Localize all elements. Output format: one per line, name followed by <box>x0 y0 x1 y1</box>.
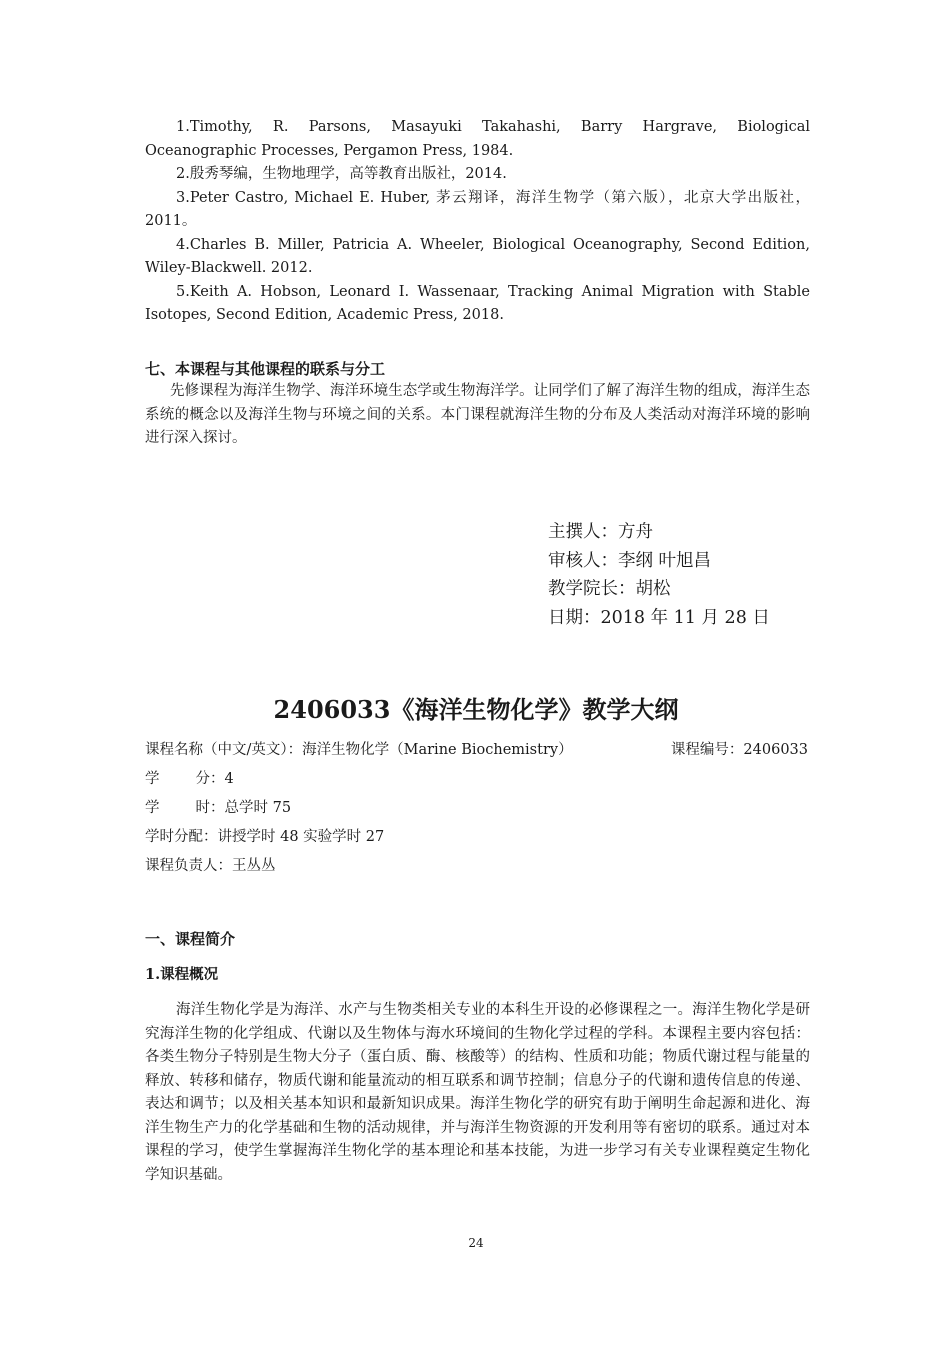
reviewer-line: 审核人：李纲 叶旭昌 <box>548 550 712 571</box>
date-line: 日期：2018 年 11 月 28 日 <box>548 607 770 628</box>
hours-row <box>145 798 291 818</box>
hours-value: 时：总学时 75 <box>195 800 292 816</box>
course-code: 课程编号：2406033 <box>670 742 808 758</box>
section-7-body: 先修课程为海洋生物学、海洋环境生态学或生物海洋学。让同学们了解了海洋生物的组成，海洋生态系统的概念以及海洋生物与环境之间的关系。本门课程就海洋生物的分布及人类活动对海洋环境的影响进行深入探讨。 <box>145 383 810 446</box>
page-number: 24 <box>468 1236 484 1250</box>
reference-item: 1.Timothy, R. Parsons, Masayuki Takahashi, Barry Hargrave, Biological Oceanographic Processes, Pergamon Press, 1984. <box>145 119 810 159</box>
signature-block <box>548 518 770 632</box>
section-7-heading: 七、本课程与其他课程的联系与分工 <box>145 360 386 378</box>
course-name: 课程名称（中文/英文）：海洋生物化学（Marine Biochemistry） <box>145 742 573 758</box>
section-1-1-heading: 1.课程概况 <box>145 966 219 983</box>
section-1 <box>145 928 810 950</box>
reference-item: 5.Keith A. Hobson, Leonard I. Wassenaar, Tracking Animal Migration with Stable Isotopes, Second Edition, Academic Press, 2018. <box>145 283 810 323</box>
reference-item: 3.Peter Castro, Michael E. Huber, 茅云翔译，海洋生物学（第六版），北京大学出版社，2011。 <box>145 189 810 229</box>
hours-split: 学时分配：讲授学时 48 实验学时 27 <box>145 829 385 845</box>
syllabus-title: 2406033《海洋生物化学》教学大纲 <box>273 695 679 724</box>
instructor: 课程负责人：王丛丛 <box>145 858 276 874</box>
section-1-1-body-wrap <box>145 999 810 1187</box>
section-1-1 <box>145 964 810 986</box>
reference-list <box>145 116 810 328</box>
reference-item: 2.殷秀琴编，生物地理学，高等教育出版社，2014. <box>176 166 507 182</box>
hours-label: 学 <box>145 800 160 816</box>
section-1-heading: 一、课程简介 <box>145 930 236 948</box>
credits-label: 学 <box>145 771 160 787</box>
credits-row <box>145 769 234 789</box>
credits-value: 分：4 <box>195 771 234 787</box>
section-7 <box>145 358 810 451</box>
dean-line: 教学院长：胡松 <box>548 579 671 599</box>
reference-item: 4.Charles B. Miller, Patricia A. Wheeler, Biological Oceanography, Second Edition, Wiley-Blackwell. 2012. <box>145 236 810 276</box>
author-line: 主撰人：方舟 <box>548 522 653 542</box>
section-1-1-body: 海洋生物化学是为海洋、水产与生物类相关专业的本科生开设的必修课程之一。海洋生物化学是研究海洋生物的化学组成、代谢以及生物体与海水环境间的生物化学过程的学科。本课程主要内容包括：各类生物分子特别是生物大分子（蛋白质、酶、核酸等）的结构、性质和功能；物质代谢过程与能量的释放、转移和储存，物质代谢和能量流动的相互联系和调节控制；信息分子的代谢和遗传信息的传递、表达和调节；以及相关基本知识和最新知识成果。海洋生物化学的研究有助于阐明生命起源和进化、海洋生物生产力的化学基础和生物的活动规律，并与海洋生物资源的开发利用等有密切的联系。通过对本课程的学习，使学生掌握海洋生物化学的基本理论和基本技能，为进一步学习有关专业课程奠定生物化学知识基础。 <box>145 1002 810 1183</box>
